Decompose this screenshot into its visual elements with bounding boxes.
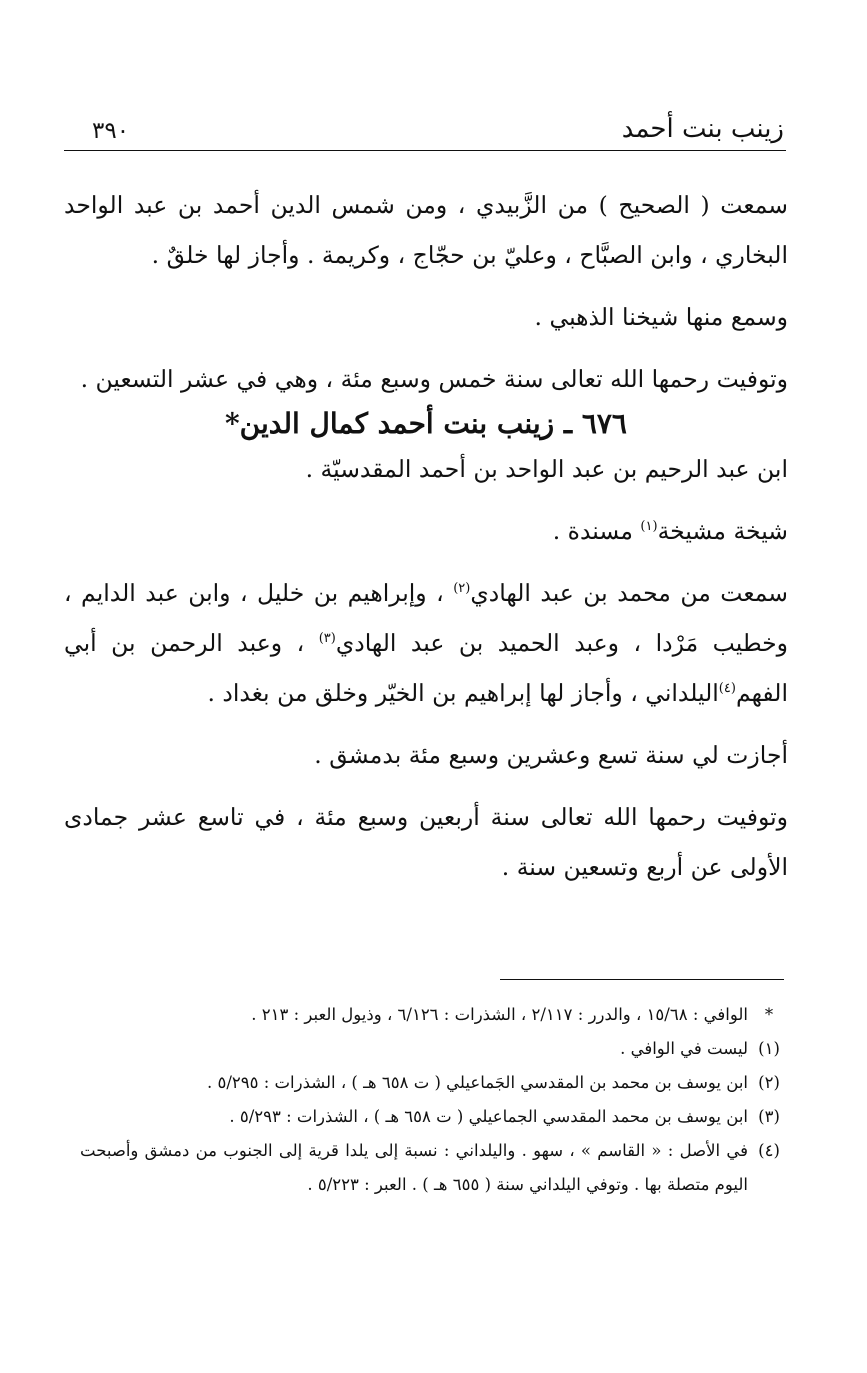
footnote-text: ابن يوسف بن محمد المقدسي الجماعيلي ( ت ٦٥٨ هـ ) ، الشذرات : ٥/٢٩٣ . (229, 1107, 748, 1126)
footnote-mark: (٣) (758, 1107, 780, 1126)
footnote-item (80, 1066, 790, 1100)
paragraph-4: ابن عبد الرحيم بن عبد الواحد بن أحمد المقدسيّة . (305, 455, 788, 483)
paragraph-5 (64, 506, 788, 556)
paragraph-6-text-a: سمعت من محمد بن عبد الهادي (470, 579, 788, 607)
footnotes (80, 998, 790, 1202)
page-number: ٣٩٠ (92, 118, 130, 144)
footnote-ref-3: (٣) (318, 631, 336, 647)
footnote-ref-2: (٢) (453, 581, 471, 597)
running-head: زينب بنت أحمد (621, 114, 784, 144)
footnote-text: ابن يوسف بن محمد بن المقدسي الجَماعيلي ( ت ٦٥٨ هـ ) ، الشذرات : ٥/٢٩٥ . (206, 1073, 748, 1092)
paragraph-6-text-d: اليلداني ، وأجاز لها إبراهيم بن الخيّر وخلق من بغداد . (207, 679, 719, 707)
paragraph-6 (64, 568, 788, 718)
paragraph-5-text-b: مسندة . (552, 517, 641, 545)
footnote-mark: (٤) (758, 1141, 780, 1160)
footnote-mark: * (764, 1005, 774, 1024)
page-header (64, 108, 786, 151)
footnote-item (80, 1134, 790, 1202)
paragraph-6-text-c: ، وعبد الرحمن بن أبي الفهم (64, 629, 788, 707)
paragraph-1: سمعت ( الصحيح ) من الزَّبيدي ، ومن شمس الدين أحمد بن عبد الواحد البخاري ، وابن الصبَّاح ، وعليّ بن حجّاج ، وكريمة . وأجاز لها خلقٌ . (64, 191, 788, 269)
paragraph-2: وسمع منها شيخنا الذهبي . (534, 303, 788, 331)
footnote-text: في الأصل : « القاسم » ، سهو . واليلداني : نسبة إلى يلدا قرية إلى الجنوب من دمشق وأصبحت اليوم متصلة بها . وتوفي اليلداني سنة ( ٦٥٥ هـ ) . العبر : ٥/٢٢٣ . (80, 1141, 748, 1194)
paragraph-6-text-b: ، وإبراهيم بن خليل ، وابن عبد الدايم ، وخطيب مَرْدا ، وعبد الحميد بن عبد الهادي (64, 579, 788, 657)
entry-title: ٦٧٦ ـ زينب بنت أحمد كمال الدين* (225, 407, 627, 440)
footnote-mark: (٢) (758, 1073, 780, 1092)
footnote-ref-1: (١) (640, 519, 658, 535)
footnote-separator (500, 979, 784, 980)
paragraph-7: أجازت لي سنة تسع وعشرين وسبع مئة بدمشق . (314, 741, 788, 769)
footnote-ref-4: (٤) (718, 681, 736, 697)
footnote-text: ليست في الوافي . (620, 1039, 748, 1058)
footnote-item (80, 1100, 790, 1134)
paragraph-8: وتوفيت رحمها الله تعالى سنة أربعين وسبع مئة ، في تاسع عشر جمادى الأولى عن أربع وتسعين سنة . (64, 803, 788, 881)
footnote-item (80, 998, 790, 1032)
paragraph-3: وتوفيت رحمها الله تعالى سنة خمس وسبع مئة ، وهي في عشر التسعين . (80, 365, 788, 393)
footnote-text: الوافي : ١٥/٦٨ ، والدرر : ٢/١١٧ ، الشذرات : ٦/١٢٦ ، وذيول العبر : ٢١٣ . (251, 1005, 748, 1024)
paragraph-5-text-a: شيخة مشيخة (657, 517, 788, 545)
footnote-item (80, 1032, 790, 1066)
main-text (64, 180, 788, 892)
footnote-mark: (١) (758, 1039, 780, 1058)
